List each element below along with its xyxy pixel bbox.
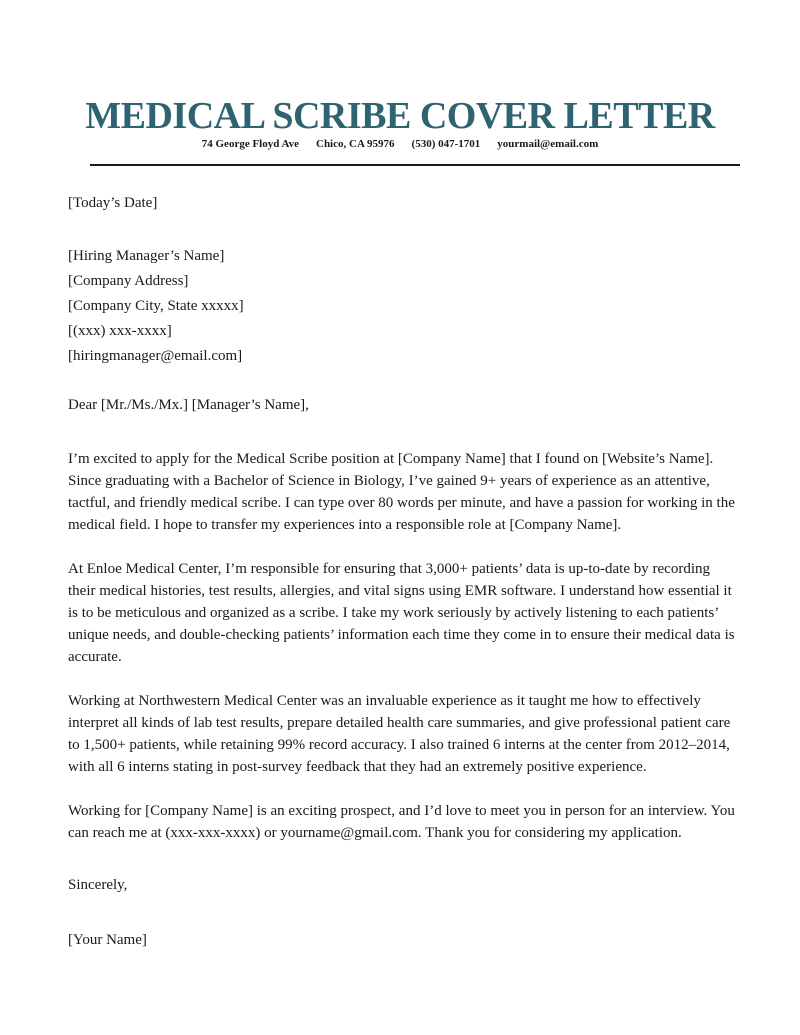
letter-body <box>0 192 800 951</box>
contact-phone: (530) 047-1701 <box>411 138 481 150</box>
contact-city-state-zip: Chico, CA 95976 <box>316 138 395 150</box>
recipient-block <box>68 244 740 369</box>
body-paragraph-4: Working for [Company Name] is an exciting prospect, and I’d love to meet you in person for an interview. You can reach me at (xxx-xxx-xxxx) or yourname@gmail.com. Thank you for considering my application. <box>68 803 735 841</box>
body-paragraph-3: Working at Northwestern Medical Center was an invaluable experience as it taught me how to effectively interpret all kinds of lab test results, prepare detailed health care summaries, and give professional patient care to 1,500+ patients, while retaining 99% record accuracy. I also trained 6 interns at the center from 2012–2014, with all 6 interns stating in post-survey feedback that they had an extremely positive experience. <box>68 693 731 775</box>
page-title: MEDICAL SCRIBE COVER LETTER <box>85 95 715 137</box>
letterhead <box>0 0 800 166</box>
recipient-email: [hiringmanager@email.com] <box>68 348 243 364</box>
date-line: [Today’s Date] <box>68 195 158 211</box>
contact-address: 74 George Floyd Ave <box>201 138 299 150</box>
salutation: Dear [Mr./Ms./Mx.] [Manager’s Name], <box>68 397 309 413</box>
recipient-phone: [(xxx) xxx-xxxx] <box>68 323 172 339</box>
body-paragraph-2: At Enloe Medical Center, I’m responsible for ensuring that 3,000+ patients’ data is up-to-date by recording their medical histories, test results, allergies, and vital signs using EMR software. I understand how essential it is to be meticulous and organized as a scribe. I take my work seriously by actively listening to each patients’ unique needs, and double-checking patients’ information each time they come in to ensure their medical data is accurate. <box>68 561 735 665</box>
recipient-name: [Hiring Manager’s Name] <box>68 248 225 264</box>
body-paragraph-1: I’m excited to apply for the Medical Scribe position at [Company Name] that I found on [Website’s Name]. Since graduating with a Bachelor of Science in Biology, I’ve gained 9+ years of experience as an attentive, tactful, and friendly medical scribe. I can type over 80 words per minute, and have a passion for working in the medical field. I hope to transfer my experiences into a responsible role at [Company Name]. <box>68 451 735 533</box>
recipient-company-address: [Company Address] <box>68 273 189 289</box>
contact-email: yourmail@email.com <box>497 138 599 150</box>
contact-line <box>0 138 800 151</box>
signature-name: [Your Name] <box>68 932 147 948</box>
header-divider-rule <box>90 164 740 166</box>
closing: Sincerely, <box>68 877 128 893</box>
recipient-company-city-state: [Company City, State xxxxx] <box>68 298 244 314</box>
